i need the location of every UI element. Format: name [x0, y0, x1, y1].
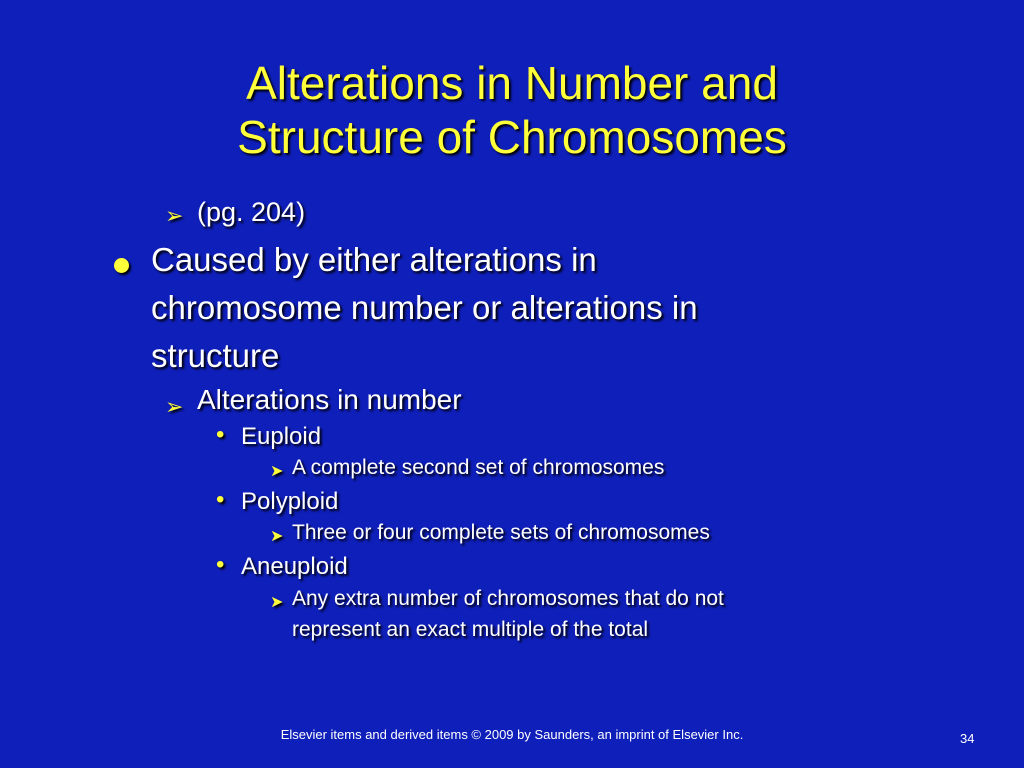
arrow-icon: ➢	[165, 394, 184, 419]
title-line-1: Alterations in Number and	[246, 57, 778, 109]
title-line-2: Structure of Chromosomes	[237, 111, 787, 163]
page-reference: (pg. 204)	[197, 197, 306, 227]
arrow-icon: ➤	[270, 463, 284, 480]
dot-icon	[114, 258, 129, 273]
slide-title	[0, 56, 1024, 164]
term-aneuploid: Aneuploid	[241, 553, 348, 580]
bullet-icon: •	[216, 551, 225, 578]
bullet-line-1: Caused by either alterations in	[151, 241, 597, 278]
bullet-line-2: chromosome number or alterations in	[151, 289, 698, 326]
arrow-icon: ➤	[270, 594, 284, 611]
subheading-alterations-number: Alterations in number	[197, 384, 462, 415]
definition-aneuploid-line-1: Any extra number of chromosomes that do not	[292, 587, 724, 610]
bullet-line-3: structure	[151, 337, 280, 374]
bullet-icon: •	[216, 421, 225, 448]
bullet-icon: •	[216, 486, 225, 513]
arrow-icon: ➤	[270, 528, 284, 545]
term-euploid: Euploid	[241, 423, 322, 450]
page-number: 34	[960, 731, 975, 746]
term-polyploid: Polyploid	[241, 488, 339, 515]
definition-euploid: A complete second set of chromosomes	[292, 456, 665, 479]
arrow-icon: ➢	[165, 203, 184, 228]
definition-aneuploid-line-2: represent an exact multiple of the total	[292, 618, 649, 641]
definition-polyploid: Three or four complete sets of chromosomes	[292, 521, 710, 544]
footer-copyright: Elsevier items and derived items © 2009 by Saunders, an imprint of Elsevier Inc.	[280, 727, 744, 742]
